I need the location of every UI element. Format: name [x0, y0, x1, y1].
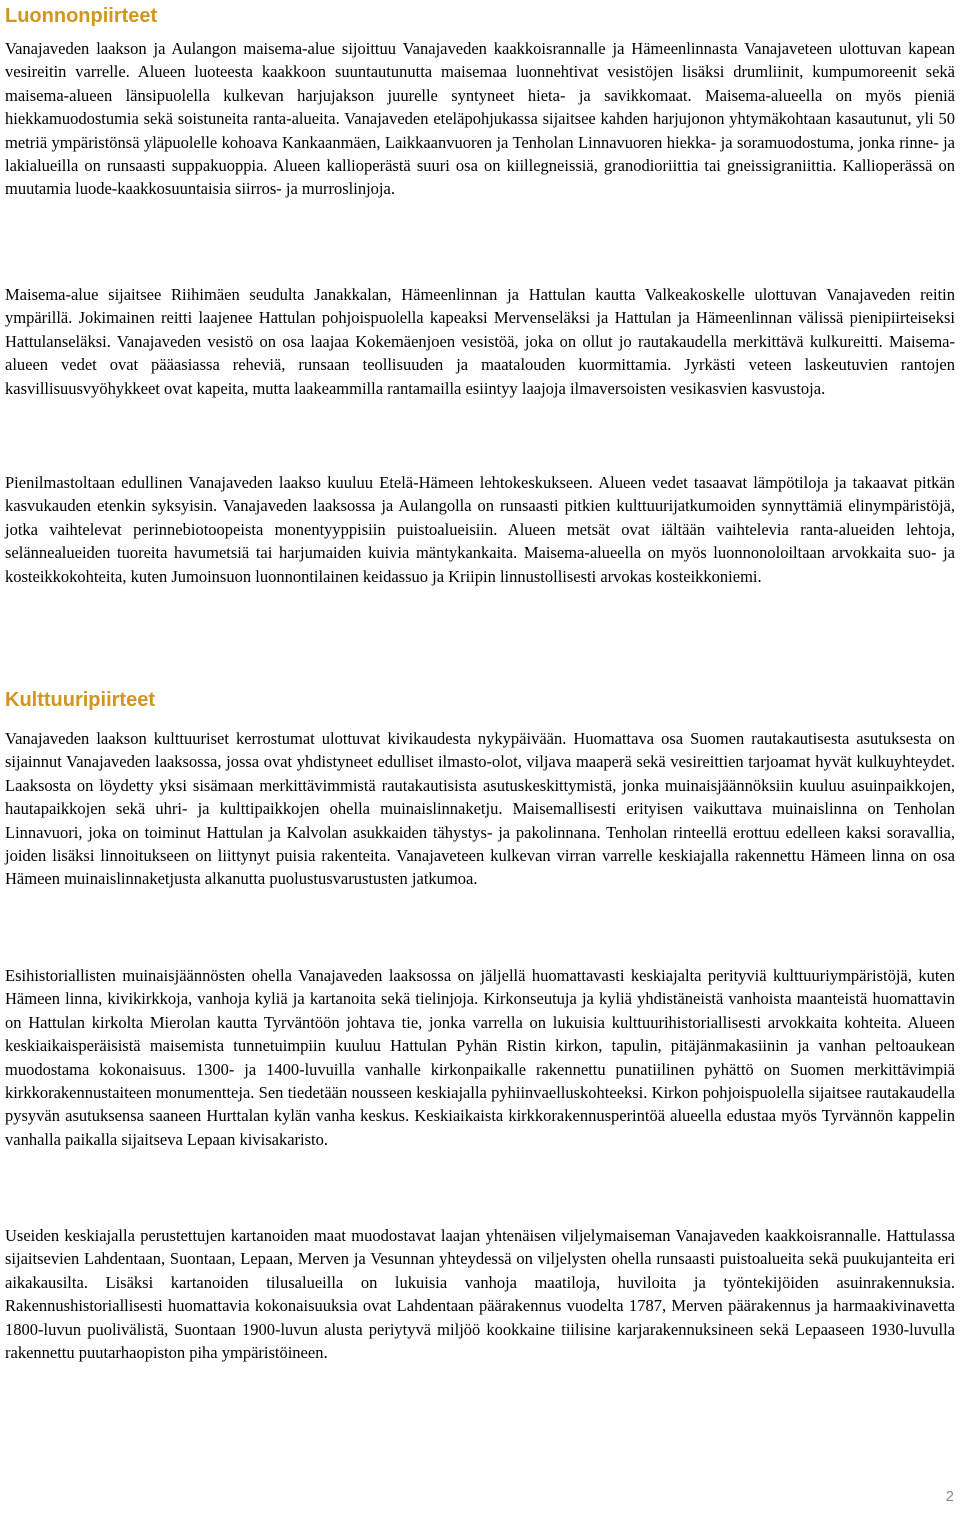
paragraph: Pienilmastoltaan edullinen Vanajaveden laakso kuuluu Etelä-Hämeen lehtokeskukseen. Alueen vedet tasaavat lämpötiloja ja takaavat pitkän kasvukauden etenkin syksyisin. Vanajaveden laaksossa ja Aulangolla on runsaasti pitkien kulttuurijatkumoiden synnyttämiä elinympäristöjä, jotka vaihtelevat perinnebiotoopeista monentyyppisiin puistoalueisiin. Alueen metsät ovat iältään vaihtelevia ranta-alueiden lehtoja, selännealueiden tuoreita havumetsiä tai harjumaiden kuivia mäntykankaita. Maisema-alueella on myös luonnonoloiltaan arvokkaita suo- ja kosteikkokohteita, kuten Jumoinsuon luonnontilainen keidassuo ja Kriipin linnustollisesti arvokas kosteikkoniemi. [5, 473, 955, 586]
paragraph: Vanajaveden laakson ja Aulangon maisema-alue sijoittuu Vanajaveden kaakkoisrannalle ja Hämeenlinnasta Vanajaveteen ulottuvan kapean vesireitin varrelle. Alueen luoteesta kaakkoon suuntautunutta maisemaa luonnehtivat vesistöjen lisäksi drumliinit, kumpumoreenit sekä maisema-alueen länsipuolella kulkevan harjujakson juurelle syntyneet hieta- ja savikkomaat. Maisema-alueella on myös pieniä hiekkamuodostumia sekä soistuneita ranta-alueita. Vanajaveden eteläpohjukassa sijaitsee kahden harjujonon yhtymäkohtaan kasautunut, yli 50 metriä ympäristönsä yläpuolelle kohoava Kankaanmäen, Laikkaanvuoren ja Tenholan Linnavuoren hiekka- ja soramuodostuma, jonka rinne- ja lakialueilla on runsaasti suppakuoppia. Alueen kallioperästä suuri osa on kiillegneissiä, granodioriittia tai gneissigraniittia. Kallioperässä on muutamia luode-kaakkosuuntaisia siirros- ja murroslinjoja. [5, 39, 955, 199]
section-heading-luonnonpiirteet: Luonnonpiirteet [5, 5, 158, 27]
page-number: 2 [945, 1488, 954, 1505]
paragraph: Useiden keskiajalla perustettujen kartanoiden maat muodostavat laajan yhtenäisen viljelymaiseman Vanajaveden kaakkoisrannalle. Hattulassa sijaitsevien Lahdentaan, Suontaan, Lepaan, Merven ja Vesunnan yhteydessä on viljelysten ohella runsaasti puistoalueita sekä puukujanteita eri aikakausilta. Lisäksi kartanoiden tilusalueilla on lukuisia vanhoja maatiloja, huviloita ja työntekijöiden asuinrakennuksia. Rakennushistoriallisesti huomattavia kokonaisuuksia ovat Lahdentaan päärakennus vuodelta 1787, Merven päärakennus ja harmaakivinavetta 1800-luvun puolivälistä, Suontaan 1900-luvun alusta periytyvä miljöö kookkaine tiilisine karjarakennuksineen sekä Lepaaseen 1930-luvulla rakennettu puutarhaopiston piha ympäristöineen. [5, 1226, 955, 1363]
section-heading-kulttuuripiirteet: Kulttuuripiirteet [5, 689, 155, 711]
paragraph: Maisema-alue sijaitsee Riihimäen seudulta Janakkalan, Hämeenlinnan ja Hattulan kautta Valkeakoskelle ulottuvan Vanajaveden reitin ympärillä. Jokimainen reitti laajenee Hattulan pohjoispuolella kapeaksi Mervenseläksi ja Hattulan ja Hämeenlinnan välissä pienipiirteiseksi Hattulanseläksi. Vanajaveden vesistö on osa laajaa Kokemäenjoen vesistöä, joka on ollut jo rautakaudella merkittävä kulkureitti. Maisema-alueen vedet ovat pääasiassa reheviä, runsaan teollisuuden ja maatalouden kuormittamia. Jyrkästi veteen laskeutuvien rantojen kasvillisuusvyöhykkeet ovat kapeita, mutta laakeammilla rantamailla esiintyy laajoja ilmaversoisten vesikasvien kasvustoja. [5, 285, 955, 398]
paragraph: Esihistoriallisten muinaisjäännösten ohella Vanajaveden laaksossa on jäljellä huomattavasti keskiajalta perityviä kulttuuriympäristöjä, kuten Hämeen linna, kivikirkkoja, vanhoja kyliä ja kartanoita sekä tielinjoja. Kirkonseutuja ja kyliä yhdistäneistä vanhoista maanteistä huomattavin on Hattulan kirkolta Mierolan kautta Tyrväntöön johtava tie, jonka varrella on lukuisia kulttuurihistoriallisesti arvokkaita kohteita. Alueen keskiaikaisperäisistä maisemista tunnetuimpiin kuuluu Hattulan Pyhän Ristin kirkon, tapulin, pitäjänmakasiinin ja vanhan peltoaukean muodostama kokonaisuus. 1300- ja 1400-luvuilla vanhalle kirkonpaikalle rakennettu punatiilinen pyhättö on Suomen merkittävimpiä kirkkorakennustaiteen monumentteja. Sen tiedetään nousseen keskiajalla pyhiinvaelluskohteeksi. Kirkon pohjoispuolella sijaitsee rautakaudella pysyvän asutuksensa saaneen Hurttalan kylän vanha keskus. Keskiaikaista kirkkorakennusperintöä alueella edustaa myös Tyrvännön kappelin vanhalla paikalla sijaitseva Lepaan kivisakaristo. [5, 966, 955, 1149]
paragraph: Vanajaveden laakson kulttuuriset kerrostumat ulottuvat kivikaudesta nykypäivään. Huomattava osa Suomen rautakautisesta asutuksesta on sijainnut Vanajaveden laaksossa, jossa ovat yhdistyneet edulliset ilmasto-olot, viljava maaperä sekä vesireittien tarjoamat hyvät kulkuyhteydet. Laaksosta on löydetty yksi sisämaan merkittävimmistä rautakautisista asutuskeskittymistä, jonka muinaisjäännöksiin kuuluu asuinpaikkojen, hautapaikkojen sekä uhri- ja kulttipaikkojen ohella muinaislinnaketju. Maisemallisesti erityisen vaikuttava muinaislinna on Tenholan Linnavuori, joka on toiminut Hattulan ja Kalvolan asukkaiden tähystys- ja pakolinnana. Tenholan rinteellä erottuu edelleen kaksi soravallia, joiden lisäksi linnoitukseen on liittynyt puisia rakenteita. Vanajaveteen kulkevan virran varrelle keskiajalla rakennettu Hämeen linna on osa Hämeen muinaislinnaketjusta alkanutta puolustusvarustusten jatkumoa. [5, 729, 955, 889]
